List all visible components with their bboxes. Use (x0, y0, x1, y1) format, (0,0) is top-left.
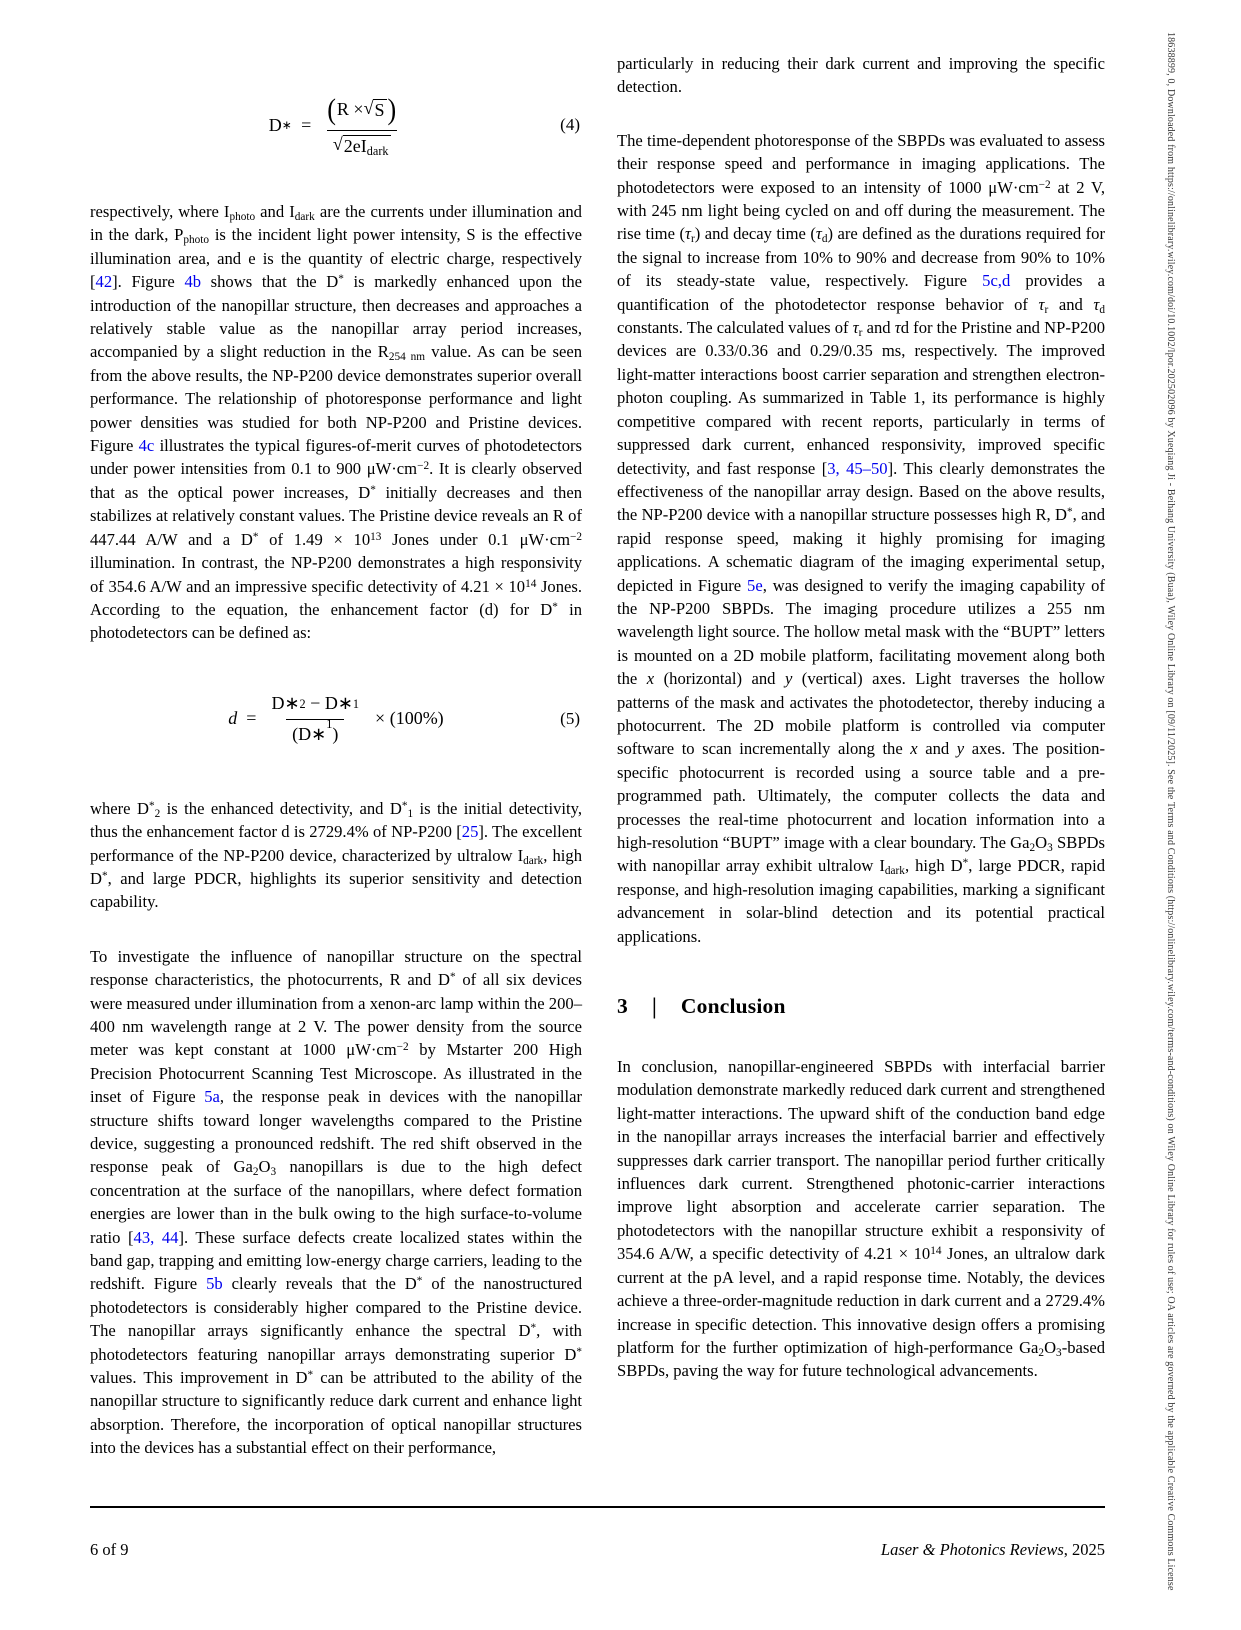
wiley-download-notice: 18638899, 0, Downloaded from https://onlinelibrary.wiley.com/doi/10.1002/lpor.202502096 by Xueqiang Ji - Beihang University (Buaa), Wiley Online Library on [09/11/2025]. See the Terms and Conditions (https://onlinelibrary.wiley.com/terms-and-conditions) on Wiley Online Library for rules of use; OA articles are governed by the applicable Creative Commons License (1165, 32, 1176, 1591)
text-run: by Mstarter 200 High Precision Photocurrent Scanning Test Microscope. As illustrated in the inset of Figure (90, 1040, 582, 1107)
text-run: The time-dependent photoresponse of the SBPDs was evaluated to assess their response speed and performance in imaging applications. The photodetectors were exposed to an intensity of 1000 μW·cm (617, 130, 1105, 197)
text-run: axes. The position-specific photocurrent is recorded using a source table and a pre-programmed path. Ultimately, the computer collects the data and processes the real-time photocurrent and location information into a high-resolution “BUPT” image with a clear boundary. The Ga (617, 739, 1105, 852)
text-run: * (450, 971, 456, 984)
eq5-den-close: ) (332, 724, 339, 745)
eq4-equals: = (301, 114, 312, 135)
reference-link[interactable]: 5b (206, 1274, 223, 1294)
text-run: -based SBPDs, paving the way for future technological advancements. (617, 1337, 1105, 1381)
right-column (617, 52, 1105, 1383)
text-run: in photodetectors can be defined as: (90, 599, 582, 643)
text-run: photo (229, 210, 256, 223)
eq4-lhs: D (268, 114, 282, 135)
eq4-radicand: S (374, 99, 385, 120)
italic-text-run: τ (1093, 294, 1100, 314)
text-run: r (1044, 303, 1049, 316)
text-run: provides a quantification of the photodetector response behavior of (617, 271, 1105, 314)
section-heading-conclusion (617, 994, 1105, 1019)
paragraph (90, 200, 582, 645)
eq5-denominator: (D∗ 1 ) (286, 719, 344, 745)
text-run: −2 (569, 530, 582, 543)
text-run: , large PDCR, rapid response, and high-resolution imaging capabilities, marking a significant advancement in solar-blind detection and its potential practical applications. (617, 856, 1105, 946)
text-run: * (1066, 506, 1073, 519)
text-run: dark (884, 865, 905, 878)
text-run: 2 (154, 807, 161, 820)
eq4-num-pre: R × (336, 99, 364, 119)
eq4-den-radicand (343, 135, 391, 157)
italic-text-run: x (646, 669, 655, 689)
text-run: d (821, 233, 828, 246)
journal-name: Laser & Photonics Reviews (880, 1540, 1064, 1559)
text-run: of the nanostructured photodetectors is considerably higher compared to the Pristine device. The nanopillar arrays significantly enhance the spectral D (90, 1274, 582, 1341)
text-run: * (962, 857, 969, 870)
eq5-fraction (265, 692, 365, 745)
equation-5 (90, 671, 582, 767)
text-run: ) are defined as the durations required for the signal to increase from 10% to 90% and decrease from 90% to 10% of its steady-state value, respectively. Figure (617, 224, 1105, 291)
italic-text-run: y (784, 669, 793, 689)
eq4-den-sub: dark (366, 143, 389, 158)
italic-text-run: τ (815, 224, 822, 244)
text-run: constants. The calculated values of (617, 318, 853, 338)
text-run: * (101, 869, 108, 882)
section-divider-bar: | (651, 992, 657, 1020)
italic-text-run: τ (894, 318, 901, 338)
eq5-num-b: D∗ (324, 693, 353, 714)
text-run: Jones, an ultralow dark current at the pA level, and a rapid response time. Notably, the devices achieve a three-order-magnitude reduction in dark current and a 2729.4% increase in specific detection. This innovative design offers a promising platform for the further optimization of high-performance Ga (617, 1244, 1105, 1357)
eq5-times: × (100%) (375, 708, 444, 729)
text-run: illustrates the typical figures-of-merit curves of photodetectors under power intensities from 0.1 to 900 μW·cm (90, 436, 582, 479)
text-run: * (530, 1322, 537, 1335)
text-run: 13 (370, 530, 382, 543)
text-run: shows that the D (201, 272, 339, 292)
text-run: is markedly enhanced upon the introduction of the nanopillar structure, then decreases and approaches a relatively stable value as the nanopillar array period increases, accompanied by a slight reduction in the R (90, 272, 582, 362)
eq4-paren-open: ( (327, 92, 336, 126)
paragraph (617, 52, 1105, 99)
text-run: O (1044, 1337, 1057, 1357)
text-run: d for the Pristine and NP-P200 devices are 0.33/0.36 and 0.29/0.35 ms, respectively. The improved light-matter interactions boost carrier separation and strengthen electron-photon coupling. As summarized in Table 1, its performance is highly competitive compared with recent reports, particularly in terms of suppressed dark current, enhanced responsivity, improved specific detectivity, and fast response [ (617, 318, 1105, 478)
text-run: 3 (1047, 841, 1053, 854)
text-run: * (552, 600, 558, 613)
reference-link[interactable]: 4b (184, 272, 202, 292)
eq4-den-radical-icon: √ (332, 133, 343, 154)
text-run: , high D (904, 856, 963, 876)
text-run: O (1035, 833, 1048, 852)
text-run: and (862, 318, 895, 338)
text-run: * (252, 530, 259, 543)
text-run: d (1099, 303, 1105, 316)
text-run: particularly in reducing their dark current and improving the specific detection. (617, 54, 1105, 97)
reference-link[interactable]: 42 (95, 272, 113, 292)
text-run: is the incident light power intensity, S is the effective illumination area, and e is the quantity of electric charge, respectively [ (90, 225, 582, 292)
eq5-num-a: D∗ (271, 693, 300, 714)
text-run: is the enhanced detectivity, and D (160, 798, 402, 818)
text-run: , was designed to verify the imaging capability of the NP-P200 SBPDs. The imaging procedure utilizes a 255 nm wavelength light source. The hollow metal mask with the “BUPT” letters is mounted on a 2D mobile platform, facilitating movement along both the (617, 575, 1105, 689)
page-number: 6 of 9 (90, 1540, 129, 1559)
text-run: at 2 V, with 245 nm light being cycled on and off during the measurement. The rise time ( (617, 177, 1105, 244)
text-run: ]. Figure (112, 272, 185, 292)
text-run: 14 (930, 1245, 942, 1258)
text-run: nanopillars is due to the high defect concentration at the surface of the nanopillars, where defect formation energies are lower than in the bulk owing to the high surface-to-volume ratio [ (90, 1157, 582, 1247)
text-run: of 1.49 × 10 (258, 529, 371, 549)
text-run: illumination. In contrast, the NP-P200 demonstrates a high responsivity of 354.6 A/W and an impressive specific detectivity of 4.21 × 10 (90, 553, 582, 596)
text-run: r (690, 233, 695, 246)
text-run: * (338, 273, 344, 286)
text-run: 254 nm (388, 351, 426, 364)
text-run: , with photodetectors featuring nanopillar arrays demonstrating superior D (90, 1321, 582, 1364)
equation-5-body (228, 692, 443, 745)
eq5-den-open: (D∗ (292, 724, 327, 745)
text-run: 2 (252, 1166, 259, 1179)
equation-4-body: D ∗ = ( R × √ S ) √ $2eI_{dark}$ (269, 94, 403, 157)
reference-link[interactable]: 43, 44 (133, 1227, 179, 1247)
text-run: (vertical) axes. Light traverses the hollow patterns of the mask and activates the photodetector, thereby inducing a photocurrent. The 2D mobile platform is controlled via computer software to scan incrementally along the (617, 669, 1106, 759)
footer-divider (90, 1506, 1105, 1508)
text-run: −2 (417, 460, 430, 473)
text-run: dark (294, 210, 315, 223)
reference-link[interactable]: 5c,d (982, 271, 1011, 291)
eq5-minus: − (305, 693, 325, 714)
text-run: photo (183, 234, 210, 247)
text-run: Jones under 0.1 μW·cm (381, 529, 570, 549)
text-run: ]. The excellent performance of the NP-P200 device, characterized by ultralow I (90, 822, 583, 865)
section-title: Conclusion (680, 994, 786, 1019)
text-run: 3 (270, 1166, 277, 1179)
text-run: respectively, where I (90, 202, 230, 221)
eq5-numerator: D∗ 2 − D∗ 1 (271, 693, 360, 714)
text-run: Jones. According to the equation, the enhancement factor (d) for D (90, 576, 582, 619)
italic-text-run: τ (684, 224, 691, 244)
eq4-radical-icon: √ (363, 98, 374, 118)
text-run: and (917, 739, 957, 759)
text-run: 2 (1038, 1346, 1045, 1359)
paragraph (617, 1055, 1105, 1383)
eq5-lhs: d (228, 708, 238, 729)
section-number: 3 (617, 994, 628, 1019)
italic-text-run: y (956, 739, 965, 759)
paragraph (90, 945, 582, 1460)
text-run: are the currents under illumination and in the dark, P (90, 202, 582, 245)
text-run: r (858, 326, 863, 339)
text-run: ) and decay time ( (694, 224, 816, 244)
italic-text-run: τ (1038, 294, 1045, 314)
text-run: * (401, 799, 408, 812)
text-run: −2 (1038, 178, 1051, 191)
text-run: * (576, 1345, 582, 1358)
text-run: where D (90, 798, 149, 818)
text-run: . It is clearly observed that as the optical power increases, D (90, 459, 582, 502)
text-run: ]. These surface defects create localized states within the band gap, trapping and emitting low-energy charge carriers, leading to the redshift. Figure (90, 1227, 582, 1294)
text-run: value. As can be seen from the above results, the NP-P200 device demonstrates superior overall performance. The relationship of photoresponse performance and light power densities was studied for both NP-P200 and Pristine devices. Figure (90, 342, 582, 456)
text-run: −2 (396, 1041, 409, 1054)
text-run: , and rapid response speed, making it highly promising for imaging applications. A schematic diagram of the imaging experimental setup, depicted in Figure (617, 505, 1106, 595)
eq4-den-text: 2eI (343, 135, 367, 156)
eq4-fraction (320, 94, 403, 157)
italic-text-run: x (910, 739, 918, 759)
eq4-numerator (320, 94, 403, 130)
text-run: , the response peak in devices with the nanopillar structure shifts toward longer wavelengths compared to the Pristine device, suggesting a pronounced redshift. The red shift observed in the response peak of Ga (90, 1087, 582, 1177)
journal-year: , 2025 (1063, 1540, 1105, 1559)
text-run: * (307, 1368, 314, 1381)
text-run: SBPDs with nanopillar array exhibit ultralow I (617, 833, 1105, 876)
reference-link[interactable]: 5e (747, 575, 763, 595)
text-run: is the initial detectivity, thus the enhancement factor d is 2729.4% of NP-P200 [ (90, 798, 582, 842)
text-run: , and large PDCR, highlights its superior sensitivity and detection capability. (90, 868, 582, 912)
italic-text-run: τ (852, 318, 859, 338)
equation-5-number: (5) (560, 708, 580, 728)
equation-4 (90, 82, 582, 168)
text-run: 1 (407, 807, 414, 820)
text-run: 3 (1056, 1346, 1062, 1359)
text-run: ]. This clearly demonstrates the effectiveness of the nanopillar array design. Based on the above results, the NP-P200 device with a nanopillar structure possesses high R, D (617, 458, 1106, 525)
text-run: and (1048, 294, 1094, 314)
eq4-denominator (327, 130, 397, 157)
text-run: values. This improvement in D (90, 1368, 308, 1388)
text-run: * (148, 799, 155, 812)
text-run: (horizontal) and (654, 669, 785, 689)
left-column (90, 52, 582, 1460)
paragraph (90, 797, 582, 914)
reference-link[interactable]: 3, 45–50 (827, 458, 888, 478)
equation-4-number: (4) (560, 115, 580, 134)
text-run: 14 (525, 577, 537, 590)
text-run: * (416, 1275, 423, 1288)
text-run: and I (255, 202, 295, 221)
text-run: 2 (1029, 841, 1036, 854)
journal-footer (617, 1540, 1105, 1560)
text-run: can be attributed to the ability of the nanopillar structure to significantly reduce dark current and enhance light absorption. Therefore, the incorporation of optical nanopillar structures into the devices has a substantial effect on their performance, (90, 1368, 582, 1458)
text-run: In conclusion, nanopillar-engineered SBPDs with interfacial barrier modulation demonstrate markedly reduced dark current and strengthened light-matter interactions. The upward shift of the conduction band edge in the nanopillar arrays increases the interfacial barrier and effectively suppresses dark carrier transport. The nanopillar period further critically influences dark current. Strengthened photonic-carrier interactions improve light absorption and accelerate carrier separation. The photodetectors with the nanopillar structure exhibit a responsivity of 354.6 A/W, a specific detectivity of 4.21 × 10 (617, 1057, 1105, 1264)
text-run: , high D (90, 845, 582, 888)
paragraph (617, 129, 1105, 948)
text-run: To investigate the influence of nanopillar structure on the spectral response characteristics, the photocurrents, R and D (90, 946, 582, 990)
text-run: dark (523, 854, 544, 867)
text-run: clearly reveals that the D (222, 1274, 417, 1294)
text-run: * (370, 483, 376, 496)
reference-link[interactable]: 25 (461, 822, 479, 842)
text-run: of all six devices were measured under illumination from a xenon-arc lamp within the 200–400 nm wavelength range at 2 V. The power density from the source meter was kept constant at 1000 μW·cm (90, 970, 583, 1060)
reference-link[interactable]: 4c (138, 436, 155, 456)
text-run: initially decreases and then stabilizes at relatively constant values. The Pristine device reveals an R of 447.44 A/W and a D (90, 482, 582, 549)
reference-link[interactable]: 5a (204, 1087, 220, 1107)
eq5-equals: = (246, 708, 257, 729)
text-run: O (258, 1157, 271, 1177)
eq4-paren-close: ) (387, 92, 397, 126)
